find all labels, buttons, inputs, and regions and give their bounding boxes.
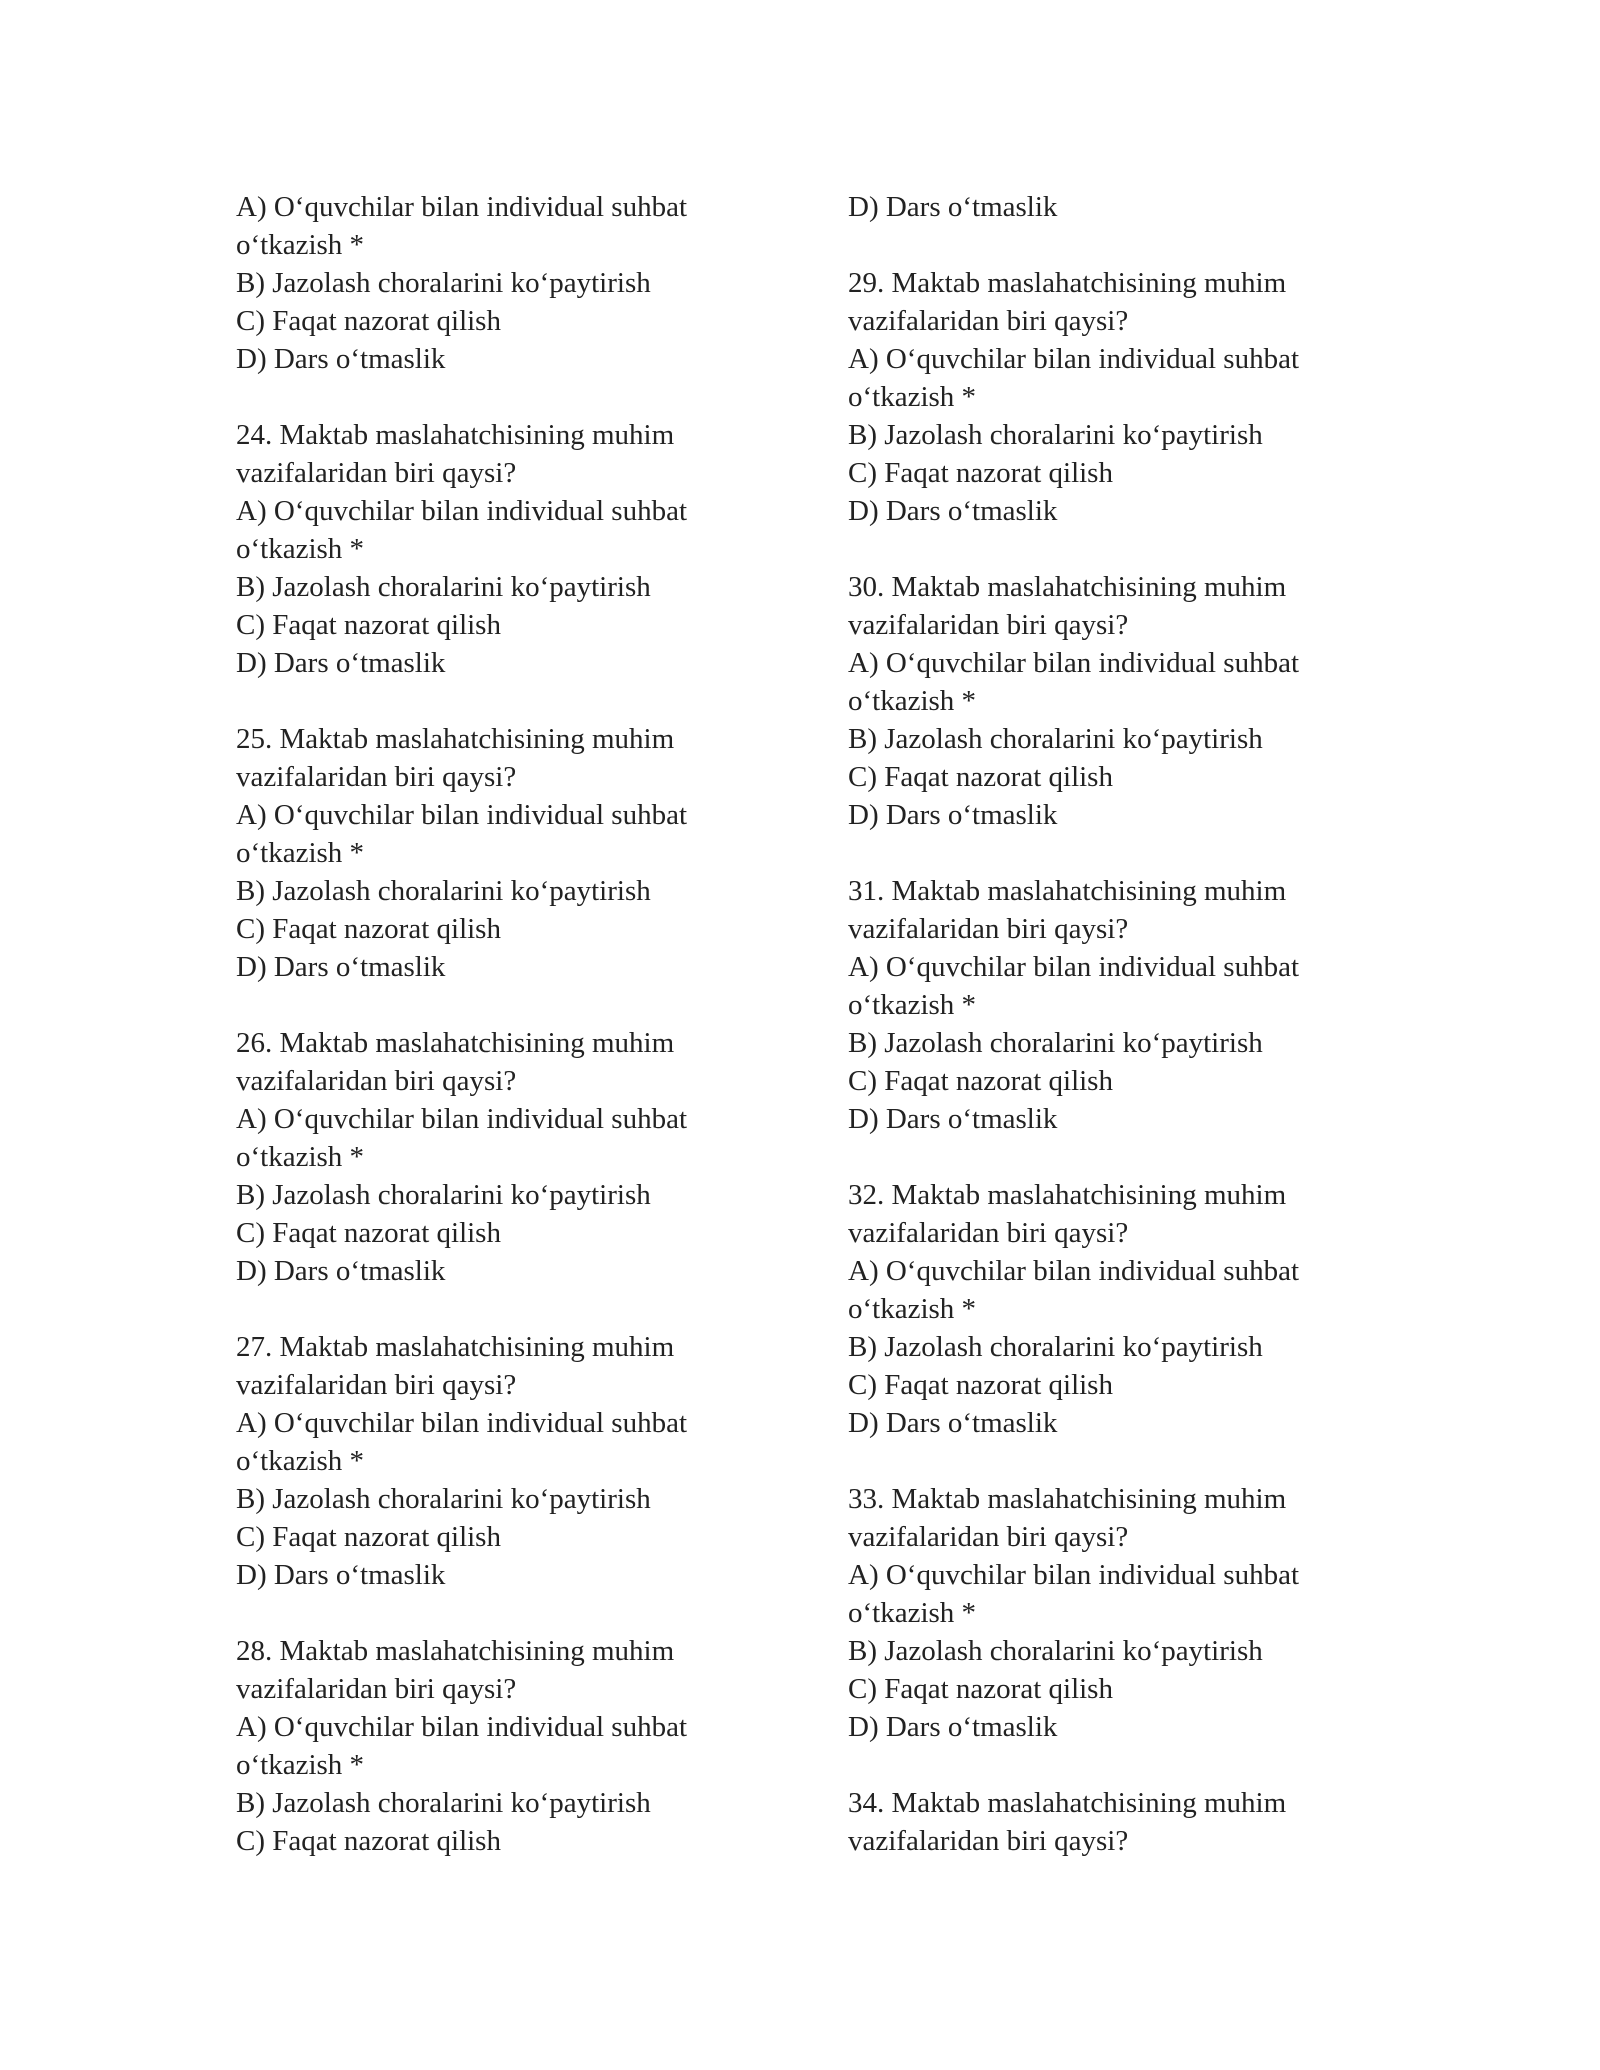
option-text: D) Dars o‘tmaslik [848, 1711, 1058, 1743]
answer-option [848, 1252, 1368, 1328]
option-text: C) Faqat nazorat qilish [848, 457, 1113, 489]
option-text: B) Jazolash choralarini ko‘paytirish [848, 1027, 1263, 1059]
question-text [236, 1024, 756, 1100]
option-text: C) Faqat nazorat qilish [848, 1673, 1113, 1705]
question-block [848, 872, 1368, 1138]
option-text: C) Faqat nazorat qilish [848, 761, 1113, 793]
answer-option [848, 948, 1368, 1024]
option-text-continuation: o‘tkazish * [236, 1445, 365, 1477]
question-line-continuation: vazifalaridan biri qaysi? [848, 913, 1129, 945]
option-text: C) Faqat nazorat qilish [236, 305, 501, 337]
option-text: D) Dars o‘tmaslik [848, 1407, 1058, 1439]
question-line: 27. Maktab maslahatchisining muhim [236, 1331, 675, 1363]
answer-option [236, 568, 756, 606]
answer-option [236, 1404, 756, 1480]
question-line-continuation: vazifalaridan biri qaysi? [848, 609, 1129, 641]
option-text: A) O‘quvchilar bilan individual suhbat [848, 1255, 1300, 1287]
question-block-partial [848, 188, 1368, 226]
question-line: 32. Maktab maslahatchisining muhim [848, 1179, 1287, 1211]
left-column [236, 188, 756, 1898]
option-text-continuation: o‘tkazish * [236, 837, 365, 869]
option-text: D) Dars o‘tmaslik [848, 191, 1058, 223]
option-text: A) O‘quvchilar bilan individual suhbat [848, 1559, 1300, 1591]
answer-option [848, 416, 1368, 454]
answer-option [848, 1062, 1368, 1100]
option-text: B) Jazolash choralarini ko‘paytirish [236, 1179, 651, 1211]
question-text [236, 720, 756, 796]
question-block [236, 1024, 756, 1290]
question-text [236, 416, 756, 492]
answer-option [848, 1708, 1368, 1746]
answer-option [236, 188, 756, 264]
option-text: C) Faqat nazorat qilish [236, 1217, 501, 1249]
option-text-continuation: o‘tkazish * [236, 533, 365, 565]
option-text-continuation: o‘tkazish * [848, 1293, 977, 1325]
question-line-continuation: vazifalaridan biri qaysi? [848, 305, 1129, 337]
answer-option [236, 872, 756, 910]
answer-option [236, 644, 756, 682]
answer-option [236, 1784, 756, 1822]
option-text: B) Jazolash choralarini ko‘paytirish [236, 1787, 651, 1819]
option-text-continuation: o‘tkazish * [236, 1141, 365, 1173]
option-text: C) Faqat nazorat qilish [848, 1369, 1113, 1401]
answer-option [236, 796, 756, 872]
option-text: A) O‘quvchilar bilan individual suhbat [236, 1407, 688, 1439]
answer-option [848, 454, 1368, 492]
answer-option [848, 1366, 1368, 1404]
answer-option [848, 758, 1368, 796]
option-text: B) Jazolash choralarini ko‘paytirish [236, 571, 651, 603]
option-text: D) Dars o‘tmaslik [848, 799, 1058, 831]
answer-option [236, 1708, 756, 1784]
answer-option [848, 1404, 1368, 1442]
question-line-continuation: vazifalaridan biri qaysi? [848, 1825, 1129, 1857]
question-block [848, 264, 1368, 530]
option-text: C) Faqat nazorat qilish [236, 1825, 501, 1857]
question-line-continuation: vazifalaridan biri qaysi? [236, 761, 517, 793]
option-text: B) Jazolash choralarini ko‘paytirish [236, 1483, 651, 1515]
question-block [236, 416, 756, 682]
option-text: B) Jazolash choralarini ko‘paytirish [848, 419, 1263, 451]
question-block-partial [236, 188, 756, 378]
question-line: 24. Maktab maslahatchisining muhim [236, 419, 675, 451]
answer-option [236, 1822, 756, 1860]
answer-option [236, 1252, 756, 1290]
question-text [236, 1632, 756, 1708]
option-text: C) Faqat nazorat qilish [848, 1065, 1113, 1097]
option-text: A) O‘quvchilar bilan individual suhbat [236, 799, 688, 831]
question-line: 26. Maktab maslahatchisining muhim [236, 1027, 675, 1059]
answer-option [848, 644, 1368, 720]
option-text: A) O‘quvchilar bilan individual suhbat [848, 951, 1300, 983]
option-text-continuation: o‘tkazish * [848, 989, 977, 1021]
question-text [848, 568, 1368, 644]
option-text: C) Faqat nazorat qilish [236, 609, 501, 641]
answer-option [236, 1214, 756, 1252]
answer-option [848, 1632, 1368, 1670]
option-text-continuation: o‘tkazish * [236, 1749, 365, 1781]
question-block [848, 1480, 1368, 1746]
question-line-continuation: vazifalaridan biri qaysi? [236, 1673, 517, 1705]
question-block [236, 1632, 756, 1860]
option-text: A) O‘quvchilar bilan individual suhbat [236, 1103, 688, 1135]
option-text: D) Dars o‘tmaslik [236, 951, 446, 983]
option-text: A) O‘quvchilar bilan individual suhbat [236, 191, 688, 223]
option-text: A) O‘quvchilar bilan individual suhbat [236, 495, 688, 527]
answer-option [848, 1100, 1368, 1138]
option-text: D) Dars o‘tmaslik [236, 647, 446, 679]
answer-option [848, 492, 1368, 530]
question-block [236, 720, 756, 986]
question-block [848, 1176, 1368, 1442]
answer-option [848, 720, 1368, 758]
answer-option [848, 1670, 1368, 1708]
question-text [848, 264, 1368, 340]
right-column [848, 188, 1368, 1898]
question-line: 25. Maktab maslahatchisining muhim [236, 723, 675, 755]
question-line: 34. Maktab maslahatchisining muhim [848, 1787, 1287, 1819]
option-text: B) Jazolash choralarini ko‘paytirish [848, 723, 1263, 755]
option-text: D) Dars o‘tmaslik [236, 343, 446, 375]
answer-option [848, 188, 1368, 226]
option-text: B) Jazolash choralarini ko‘paytirish [848, 1331, 1263, 1363]
option-text: A) O‘quvchilar bilan individual suhbat [848, 343, 1300, 375]
question-line-continuation: vazifalaridan biri qaysi? [236, 457, 517, 489]
answer-option [236, 492, 756, 568]
answer-option [848, 796, 1368, 834]
answer-option [236, 1518, 756, 1556]
answer-option [848, 1024, 1368, 1062]
answer-option [236, 1100, 756, 1176]
option-text: C) Faqat nazorat qilish [236, 1521, 501, 1553]
question-text [848, 1480, 1368, 1556]
question-line: 33. Maktab maslahatchisining muhim [848, 1483, 1287, 1515]
question-text [236, 1328, 756, 1404]
option-text: B) Jazolash choralarini ko‘paytirish [848, 1635, 1263, 1667]
answer-option [848, 1328, 1368, 1366]
question-text [848, 872, 1368, 948]
question-block [848, 1784, 1368, 1860]
question-line: 29. Maktab maslahatchisining muhim [848, 267, 1287, 299]
option-text-continuation: o‘tkazish * [848, 1597, 977, 1629]
question-line-continuation: vazifalaridan biri qaysi? [848, 1521, 1129, 1553]
option-text: D) Dars o‘tmaslik [236, 1255, 446, 1287]
answer-option [848, 1556, 1368, 1632]
option-text: C) Faqat nazorat qilish [236, 913, 501, 945]
question-line: 30. Maktab maslahatchisining muhim [848, 571, 1287, 603]
answer-option [236, 1176, 756, 1214]
option-text-continuation: o‘tkazish * [848, 381, 977, 413]
question-line-continuation: vazifalaridan biri qaysi? [236, 1065, 517, 1097]
answer-option [236, 302, 756, 340]
option-text-continuation: o‘tkazish * [848, 685, 977, 717]
option-text-continuation: o‘tkazish * [236, 229, 365, 261]
answer-option [236, 340, 756, 378]
option-text: A) O‘quvchilar bilan individual suhbat [848, 647, 1300, 679]
option-text: A) O‘quvchilar bilan individual suhbat [236, 1711, 688, 1743]
question-text [848, 1784, 1368, 1860]
answer-option [236, 264, 756, 302]
option-text: D) Dars o‘tmaslik [236, 1559, 446, 1591]
answer-option [236, 606, 756, 644]
question-text [848, 1176, 1368, 1252]
question-line-continuation: vazifalaridan biri qaysi? [236, 1369, 517, 1401]
answer-option [236, 910, 756, 948]
answer-option [236, 948, 756, 986]
question-block [236, 1328, 756, 1594]
answer-option [848, 340, 1368, 416]
option-text: B) Jazolash choralarini ko‘paytirish [236, 267, 651, 299]
question-line-continuation: vazifalaridan biri qaysi? [848, 1217, 1129, 1249]
question-block [848, 568, 1368, 834]
answer-option [236, 1480, 756, 1518]
answer-option [236, 1556, 756, 1594]
option-text: D) Dars o‘tmaslik [848, 1103, 1058, 1135]
option-text: D) Dars o‘tmaslik [848, 495, 1058, 527]
option-text: B) Jazolash choralarini ko‘paytirish [236, 875, 651, 907]
question-line: 28. Maktab maslahatchisining muhim [236, 1635, 675, 1667]
question-line: 31. Maktab maslahatchisining muhim [848, 875, 1287, 907]
